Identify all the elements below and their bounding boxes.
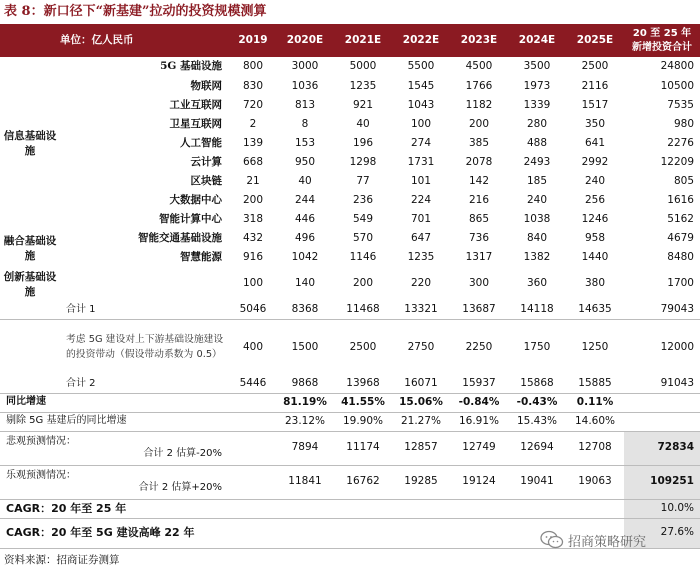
value-cell: 13321 (392, 301, 450, 319)
value-cell: 280 (526, 117, 548, 130)
subtotal2-label: 合计 2 (60, 375, 230, 393)
value-cell: 15937 (450, 375, 508, 393)
value-cell: 1500 (291, 340, 319, 353)
value-cell: 12694 (508, 431, 566, 465)
cagr2-label: CAGR：20 年至 5G 建设高峰 22 年 (0, 518, 230, 548)
value-cell: 1250 (581, 340, 609, 353)
value-cell: 16.91% (450, 412, 508, 431)
value-cell: 1038 (523, 212, 551, 225)
empty-cell (276, 518, 334, 548)
value-cell: 5446 (230, 375, 276, 393)
wechat-watermark (540, 528, 646, 552)
table-row (0, 153, 700, 172)
value-cell: 200 (468, 117, 490, 130)
value-cell: 0.11% (566, 393, 624, 412)
value-cell: 240 (526, 193, 548, 206)
value-cell: 813 (294, 98, 316, 111)
driven-row (0, 319, 700, 375)
value-cell: 400 (242, 340, 264, 353)
spacer-cell (0, 319, 60, 375)
row-name: 云计算 (190, 155, 222, 168)
value-cell: 1382 (523, 250, 551, 263)
value-cell: 385 (468, 136, 490, 149)
total-cell: 72834 (624, 431, 700, 465)
value-cell: 2500 (581, 60, 609, 73)
pessimistic-label-line2: 合计 2 估算-20% (143, 448, 222, 459)
year-header: 2024E (508, 24, 566, 57)
value-cell: 865 (468, 212, 490, 225)
empty-cell (566, 499, 624, 518)
value-cell: 7894 (276, 431, 334, 465)
value-cell: 11174 (334, 431, 392, 465)
value-cell: 19.90% (334, 412, 392, 431)
growth-label: 同比增速 (0, 393, 230, 412)
row-name: 智能交通基础设施 (138, 231, 222, 244)
value-cell: 15.43% (508, 412, 566, 431)
value-cell: 100 (242, 277, 264, 290)
total-cell: 8480 (667, 250, 694, 263)
value-cell: 224 (410, 193, 432, 206)
value-cell: 1043 (407, 98, 435, 111)
growth_ex5g-label: 剔除 5G 基建后的同比增速 (0, 412, 230, 431)
optimistic-label-line2: 合计 2 估算+20% (138, 482, 222, 493)
value-cell: 15868 (508, 375, 566, 393)
value-cell: 14.60% (566, 412, 624, 431)
value-cell: 1146 (349, 250, 377, 263)
value-cell: 318 (242, 212, 264, 225)
cagr1-value: 10.0% (624, 499, 700, 518)
value-cell: 14635 (566, 301, 624, 319)
value-cell: 1235 (407, 250, 435, 263)
value-cell (230, 431, 276, 465)
value-cell: 12749 (450, 431, 508, 465)
value-cell: 200 (352, 277, 374, 290)
subtotal1-label: 合计 1 (60, 301, 230, 319)
value-cell: 950 (294, 155, 316, 168)
table-row (0, 96, 700, 115)
value-cell: 153 (294, 136, 316, 149)
value-cell: 360 (526, 277, 548, 290)
value-cell: 236 (352, 193, 374, 206)
pessimistic-label (0, 431, 230, 465)
value-cell: 2116 (581, 79, 609, 92)
value-cell: 11841 (276, 465, 334, 499)
value-cell: 220 (410, 277, 432, 290)
total-cell: 79043 (624, 301, 700, 319)
total-header: 20 至 25 年新增投资合计 (624, 24, 700, 57)
pessimistic-label-line1: 悲观预测情况： (6, 435, 76, 447)
value-cell: 3000 (291, 60, 319, 73)
value-cell: 701 (410, 212, 432, 225)
value-cell: 274 (410, 136, 432, 149)
row-name: 大数据中心 (169, 193, 222, 206)
value-cell: 921 (352, 98, 374, 111)
value-cell: 2078 (465, 155, 493, 168)
subtotal2-row (0, 375, 700, 393)
growth_ex5g-row (0, 412, 700, 431)
empty-cell (230, 518, 276, 548)
total-cell: 12000 (660, 340, 694, 353)
value-cell: 1036 (291, 79, 319, 92)
row-name: 智慧能源 (180, 250, 222, 263)
value-cell: 1235 (349, 79, 377, 92)
total-cell: 12209 (660, 155, 694, 168)
value-cell: 736 (468, 231, 490, 244)
value-cell: 196 (352, 136, 374, 149)
value-cell: 19285 (392, 465, 450, 499)
year-header: 2022E (392, 24, 450, 57)
row-name: 物联网 (190, 79, 222, 92)
value-cell: 16071 (392, 375, 450, 393)
value-cell: 216 (468, 193, 490, 206)
pessimistic-row (0, 431, 700, 465)
total-cell: 5162 (667, 212, 694, 225)
year-header: 2020E (276, 24, 334, 57)
value-cell: 300 (468, 277, 490, 290)
value-cell (230, 412, 276, 431)
value-cell (230, 393, 276, 412)
total-cell: 980 (673, 117, 694, 130)
year-header: 2023E (450, 24, 508, 57)
value-cell: 1246 (581, 212, 609, 225)
value-cell: 5500 (407, 60, 435, 73)
value-cell: 19063 (566, 465, 624, 499)
spacer-cell (0, 301, 60, 319)
value-cell: 15.06% (392, 393, 450, 412)
value-cell: 21 (246, 174, 260, 187)
table-title: 表 8：新口径下“新基建”拉动的投资规模测算 (4, 4, 267, 19)
value-cell: 244 (294, 193, 316, 206)
value-cell: 1750 (523, 340, 551, 353)
table-row (0, 115, 700, 134)
empty-cell (334, 518, 392, 548)
value-cell: 380 (584, 277, 606, 290)
value-cell: 1298 (349, 155, 377, 168)
value-cell: 8368 (276, 301, 334, 319)
value-cell: 5046 (230, 301, 276, 319)
value-cell: 800 (242, 60, 264, 73)
value-cell: 1731 (407, 155, 435, 168)
value-cell: 15885 (566, 375, 624, 393)
table-row (0, 134, 700, 153)
value-cell: 1440 (581, 250, 609, 263)
value-cell: 4500 (465, 60, 493, 73)
row-name: 智能计算中心 (159, 212, 222, 225)
cagr1-row (0, 499, 700, 518)
empty-cell (450, 499, 508, 518)
table-row (0, 210, 700, 229)
value-cell: 142 (468, 174, 490, 187)
value-cell: 256 (584, 193, 606, 206)
value-cell: 496 (294, 231, 316, 244)
row-name: 卫星互联网 (169, 117, 222, 130)
total-cell: 1616 (667, 193, 694, 206)
category-fusion: 融合基础设施 (3, 234, 57, 262)
value-cell: 549 (352, 212, 374, 225)
value-cell: 200 (242, 193, 264, 206)
total-cell: 1700 (667, 277, 694, 290)
row-name: 工业互联网 (169, 98, 222, 111)
value-cell: 13968 (334, 375, 392, 393)
total-cell (624, 393, 700, 412)
value-cell: 641 (584, 136, 606, 149)
value-cell: 12708 (566, 431, 624, 465)
header-row (0, 24, 700, 57)
value-cell: 840 (526, 231, 548, 244)
empty-cell (392, 518, 450, 548)
table-row (0, 191, 700, 210)
optimistic-row (0, 465, 700, 499)
value-cell: 2493 (523, 155, 551, 168)
value-cell: 570 (352, 231, 374, 244)
value-cell: 9868 (276, 375, 334, 393)
value-cell: 1973 (523, 79, 551, 92)
empty-cell (450, 518, 508, 548)
value-cell: 1766 (465, 79, 493, 92)
investment-table (0, 24, 700, 549)
value-cell: 3500 (523, 60, 551, 73)
value-cell: 19041 (508, 465, 566, 499)
row-name: 区块链 (190, 174, 222, 187)
value-cell: 185 (526, 174, 548, 187)
value-cell: 2500 (349, 340, 377, 353)
row-name: 5G 基础设施 (160, 60, 222, 73)
total-cell (624, 412, 700, 431)
watermark-text: 招商策略研究 (568, 534, 647, 550)
value-cell: 16762 (334, 465, 392, 499)
total-cell: 10500 (660, 79, 694, 92)
total-cell: 805 (673, 174, 694, 187)
empty-cell (276, 499, 334, 518)
value-cell: -0.43% (508, 393, 566, 412)
total-cell: 2276 (667, 136, 694, 149)
cagr2-value: 27.6% (624, 518, 700, 548)
table-row (0, 172, 700, 191)
value-cell: 2250 (465, 340, 493, 353)
value-cell: 41.55% (334, 393, 392, 412)
value-cell: 1339 (523, 98, 551, 111)
value-cell: 21.27% (392, 412, 450, 431)
value-cell (230, 465, 276, 499)
table-row (0, 77, 700, 96)
spacer-cell (0, 375, 60, 393)
year-header: 2021E (334, 24, 392, 57)
value-cell: 8 (301, 117, 309, 130)
empty-cell (508, 499, 566, 518)
value-cell: 958 (584, 231, 606, 244)
source-note: 资料来源：招商证券测算 (4, 554, 120, 566)
growth-row (0, 393, 700, 412)
cagr1-label: CAGR：20 年至 25 年 (0, 499, 230, 518)
value-cell: 14118 (508, 301, 566, 319)
value-cell: 12857 (392, 431, 450, 465)
value-cell: 139 (242, 136, 264, 149)
value-cell: 240 (584, 174, 606, 187)
value-cell: 40 (356, 117, 370, 130)
value-cell: -0.84% (450, 393, 508, 412)
year-header: 2019 (230, 24, 276, 57)
total-cell: 7535 (667, 98, 694, 111)
table-row (0, 267, 700, 301)
category-innovation: 创新基础设施 (3, 270, 57, 298)
value-cell: 11468 (334, 301, 392, 319)
total-cell: 91043 (624, 375, 700, 393)
value-cell: 40 (298, 174, 312, 187)
empty-cell (392, 499, 450, 518)
row-name (60, 267, 230, 301)
value-cell: 23.12% (276, 412, 334, 431)
value-cell: 1182 (465, 98, 493, 111)
value-cell: 830 (242, 79, 264, 92)
row-name: 人工智能 (180, 136, 222, 149)
value-cell: 647 (410, 231, 432, 244)
value-cell: 1317 (465, 250, 493, 263)
table-row (0, 57, 700, 77)
category-info: 信息基础设施 (3, 129, 57, 157)
value-cell: 350 (584, 117, 606, 130)
value-cell: 19124 (450, 465, 508, 499)
value-cell: 101 (410, 174, 432, 187)
unit-header: 单位：亿人民币 (0, 24, 230, 57)
value-cell: 432 (242, 231, 264, 244)
empty-cell (230, 499, 276, 518)
value-cell: 81.19% (276, 393, 334, 412)
optimistic-label (0, 465, 230, 499)
optimistic-label-line1: 乐观预测情况： (6, 469, 76, 481)
wechat-icon (540, 530, 564, 550)
driven-label: 考虑 5G 建设对上下游基础设施建设的投资带动（假设带动系数为 0.5） (66, 333, 224, 361)
value-cell: 668 (242, 155, 264, 168)
value-cell: 140 (294, 277, 316, 290)
value-cell: 2750 (407, 340, 435, 353)
total-cell: 4679 (667, 231, 694, 244)
value-cell: 446 (294, 212, 316, 225)
subtotal1-row (0, 301, 700, 319)
value-cell: 2992 (581, 155, 609, 168)
total-cell: 109251 (624, 465, 700, 499)
total-cell: 24800 (660, 60, 694, 73)
value-cell: 488 (526, 136, 548, 149)
table-row (0, 248, 700, 267)
value-cell: 720 (242, 98, 264, 111)
value-cell: 77 (356, 174, 370, 187)
empty-cell (334, 499, 392, 518)
table-row (0, 229, 700, 248)
year-header: 2025E (566, 24, 624, 57)
value-cell: 1042 (291, 250, 319, 263)
value-cell: 1545 (407, 79, 435, 92)
value-cell: 13687 (450, 301, 508, 319)
value-cell: 1517 (581, 98, 609, 111)
value-cell: 5000 (349, 60, 377, 73)
value-cell: 100 (410, 117, 432, 130)
value-cell: 2 (249, 117, 257, 130)
value-cell: 916 (242, 250, 264, 263)
